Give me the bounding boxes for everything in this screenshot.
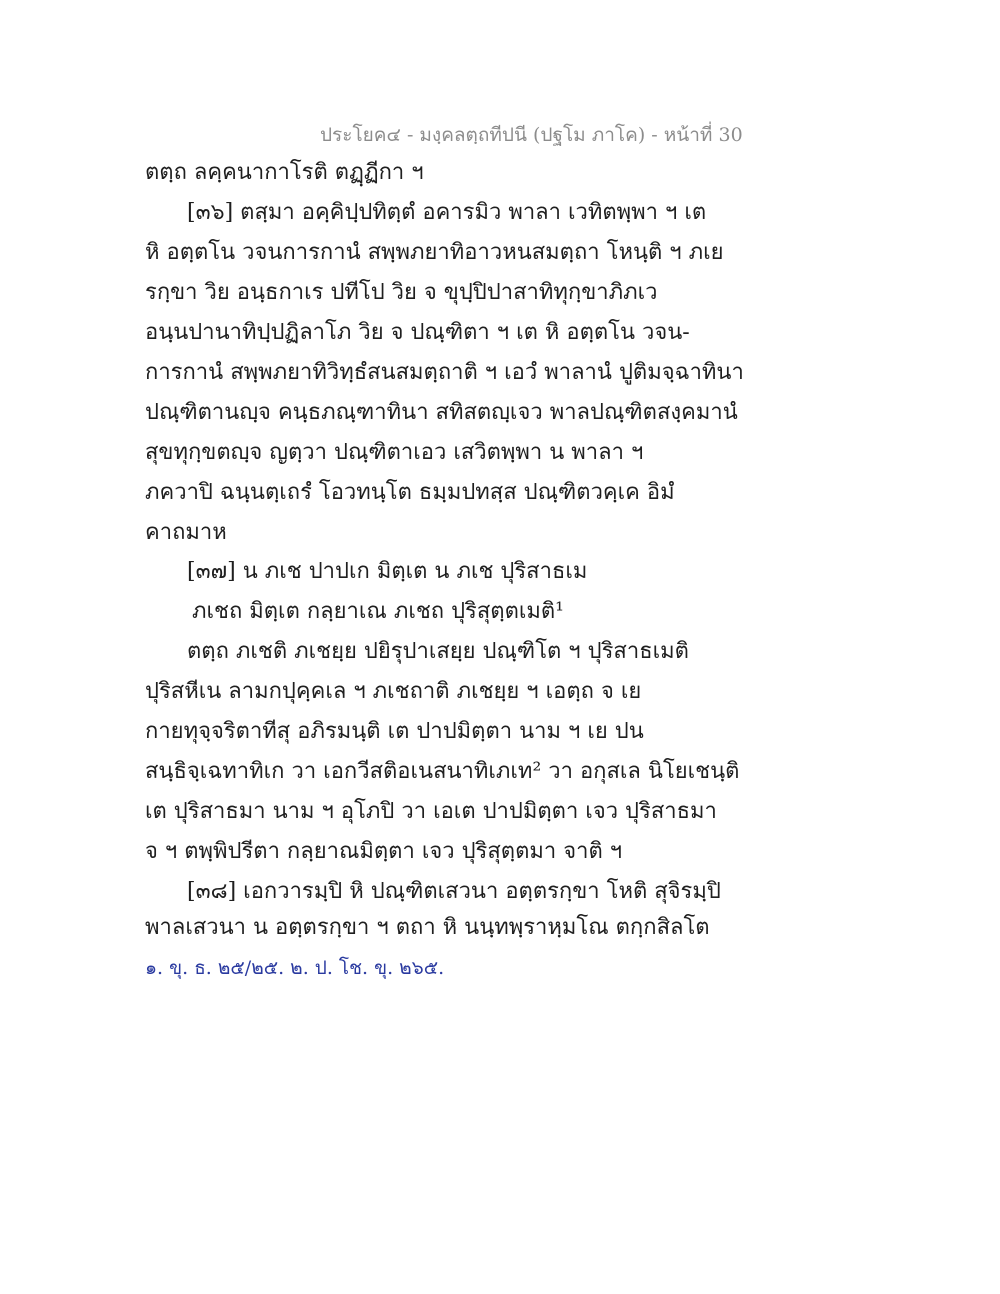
text-line: เต ปุริสาธมา นาม ฯ อุโภปิ วา เอเต ปาปมิตฺตา เจว ปุริสาธมา [145,799,717,824]
text-line: จ ฯ ตพฺพิปรีตา กลฺยาณมิตฺตา เจว ปุริสุตฺตมา จาติ ฯ [145,839,623,864]
text-line: ตตฺถ ภเชติ ภเชยฺย ปยิรุปาเสยฺย ปณฺฑิโต ฯ ปุริสาธเมติ [187,639,689,664]
text-line: [๓๘] เอกวารมฺปิ หิ ปณฺฑิตเสวนา อตฺตรกฺขา โหติ สุจิรมฺปิ [187,879,721,904]
verse-line: ภเชถ มิตฺเต กลฺยาเณ ภเชถ ปุริสุตฺตเมติ¹ [192,599,565,624]
text-line: รกฺขา วิย อนฺธกาเร ปทีโป วิย จ ขุปฺปิปาสาทิทุกฺขาภิภเว [145,280,658,305]
text-line: ปณฺฑิตานญฺจ คนฺธภณฺฑาทินา สทิสตญฺเจว พาลปณฺฑิตสงฺคมานํ [145,400,738,425]
text-line: สุขทุกฺขตญฺจ ญตฺวา ปณฺฑิตาเอว เสวิตพฺพา น พาลา ฯ [145,440,644,465]
text-line: พาลเสวนา น อตฺตรกฺขา ฯ ตถา หิ นนฺทพฺราหฺมโณ ตกฺกสิลโต [145,915,710,940]
text-line: หิ อตฺตโน วจนการกานํ สพฺพภยาทิอาวหนสมตฺถา โหนฺติ ฯ ภเย [145,240,724,265]
text-line: การกานํ สพฺพภยาทิวิทฺธํสนสมตฺถาติ ฯ เอวํ พาลานํ ปูติมจฺฉาทินา [145,360,744,385]
text-line: [๓๖] ตสฺมา อคฺคิปฺปทิตฺตํ อคารมิว พาลา เวทิตพฺพา ฯ เต [187,200,707,225]
text-line: ภควาปิ ฉนฺนตฺเถรํ โอวทนฺโต ธมฺมปทสฺส ปณฺฑิตวคฺเค อิมํ [145,480,675,505]
text-line: คาถมาห [145,520,227,545]
running-header: ประโยค๔ - มงฺคลตฺถทีปนี (ปฐโม ภาโค) - หน้าที่ 30 [320,124,743,146]
text-line: กายทุจฺจริตาทีสุ อภิรมนฺติ เต ปาปมิตฺตา นาม ฯ เย ปน [145,719,644,744]
text-line: สนฺธิจฺเฉทาทิเก วา เอกวีสติอเนสนาทิเภเท² วา อกุสเล นิโยเชนฺติ [145,759,740,784]
verse-line: [๓๗] น ภเช ปาปเก มิตฺเต น ภเช ปุริสาธเม [187,559,588,584]
text-line: ปุริสหีเน ลามกปุคฺคเล ฯ ภเชถาติ ภเชยฺย ฯ เอตฺถ จ เย [145,679,642,704]
footnote: ๑. ขุ. ธ. ๒๕/๒๕. ๒. ป. โช. ขุ. ๒๖๕. [145,957,445,979]
text-line: ตตฺถ ลคฺคนากาโรติ ตฏฺฏีกา ฯ [145,160,424,185]
text-line: อนฺนปานาทิปฺปฏิลาโภ วิย จ ปณฺฑิตา ฯ เต หิ อตฺตโน วจน- [145,320,690,345]
